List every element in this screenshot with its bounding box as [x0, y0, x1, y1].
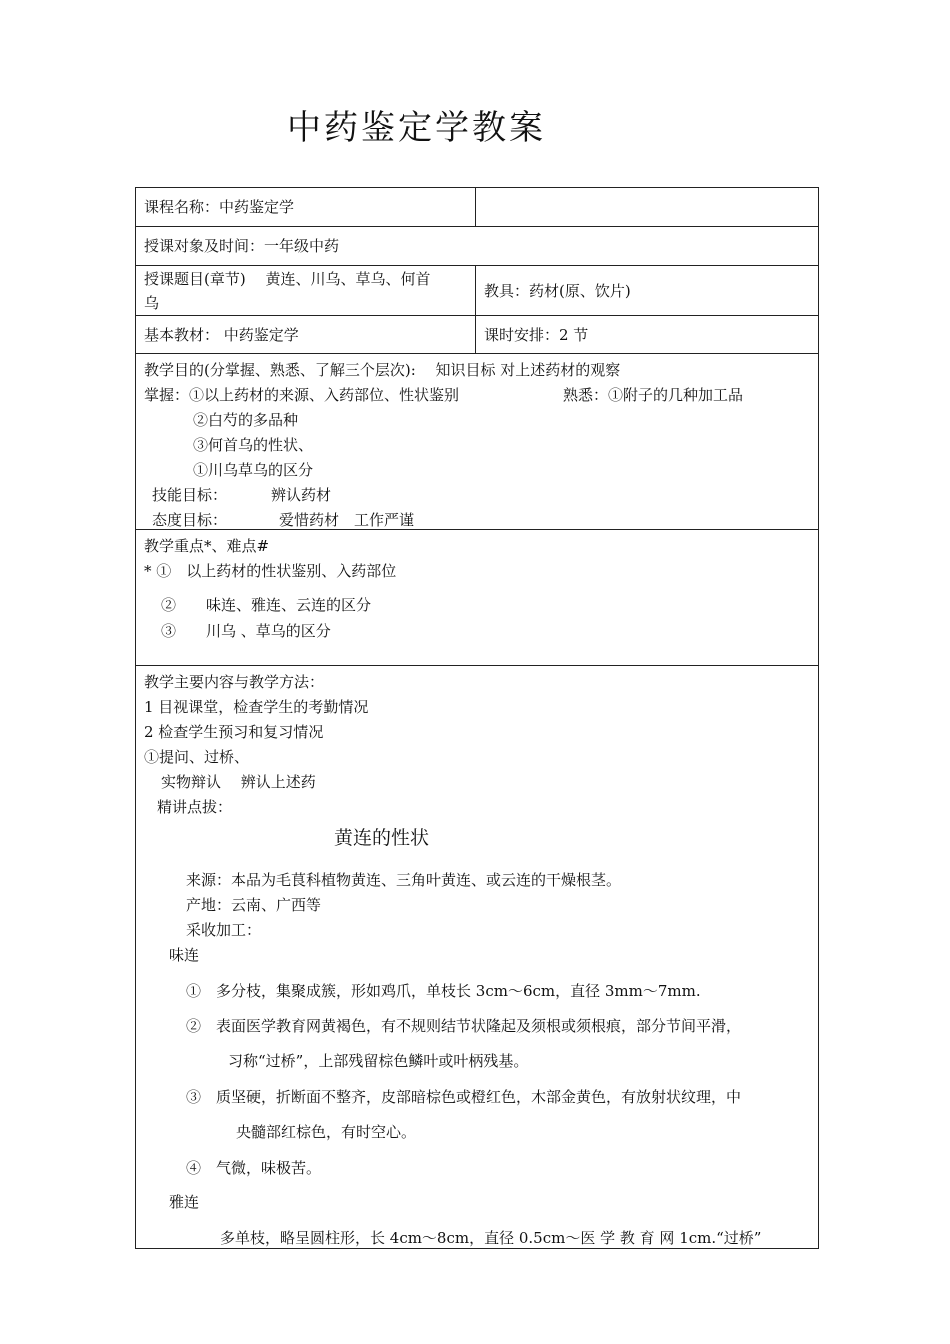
- harvest-line: 采收加工：: [186, 921, 262, 939]
- origin-line: 产地：云南、广西等: [186, 896, 322, 914]
- content-line-1: 1 目视课堂，检查学生的考勤情况: [144, 698, 369, 716]
- content-line-5: 精讲点拔：: [157, 798, 233, 816]
- skill-label: 技能目标：: [152, 486, 228, 504]
- goals-cell: [136, 354, 819, 530]
- course-name-cell: [136, 188, 476, 227]
- key-item-2: ② 味连、雅连、云连的区分: [161, 596, 372, 614]
- document-title: 中药鉴定学教案: [287, 108, 546, 148]
- yalian-item-1: 多单枝，略呈圆柱形，长 4cm～8cm，直径 0.5cm～医 学 教 育 网 1cm.“过桥”: [220, 1229, 762, 1247]
- class-hours: 课时安排：2 节: [484, 325, 589, 344]
- audience-cell: [136, 227, 819, 266]
- weilian-item-3: ③ 质坚硬，折断面不整齐，皮部暗棕色或橙红色，木部金黄色，有放射状纹理，中: [186, 1088, 742, 1106]
- content-line-2: 2 检查学生预习和复习情况: [144, 723, 324, 741]
- attitude-value: 爱惜药材 工作严谨: [279, 511, 415, 529]
- textbook-cell: [136, 316, 476, 354]
- course-name: 课程名称：中药鉴定学: [144, 198, 295, 216]
- key-points-cell: [136, 530, 819, 666]
- source-line: 来源：本品为毛茛科植物黄连、三角叶黄连、或云连的干燥根茎。: [186, 871, 622, 889]
- master-item-2: ②白芍的多品种: [193, 411, 299, 429]
- teaching-tools: 教具：药材(原、饮片): [484, 281, 631, 300]
- content-heading: 教学主要内容与教学方法：: [144, 673, 325, 691]
- topic-line-2: 乌: [144, 293, 160, 312]
- key-item-1: * ① 以上药材的性状鉴别、入药部位: [144, 562, 397, 580]
- lesson-plan-table: [135, 187, 819, 1249]
- yalian-heading: 雅连: [169, 1193, 200, 1211]
- hours-cell: [476, 316, 819, 354]
- master-item-3: ③何首乌的性状、: [193, 436, 314, 454]
- topic-line-1: 授课题目(章节) 黄连、川乌、草乌、何首: [144, 269, 431, 288]
- key-item-3: ③ 川乌 、草乌的区分: [161, 622, 331, 640]
- weilian-heading: 味连: [169, 946, 200, 964]
- section-subtitle: 黄连的性状: [334, 827, 430, 849]
- topic-cell: [136, 266, 476, 316]
- weilian-item-1: ① 多分枝，集聚成簇，形如鸡爪，单枝长 3cm～6cm，直径 3mm～7mm.: [186, 982, 701, 1000]
- goals-heading: 教学目的(分掌握、熟悉、了解三个层次): 知识目标 对上述药材的观察: [144, 361, 621, 379]
- textbook: 基本教材： 中药鉴定学: [144, 325, 299, 344]
- skill-value: 辨认药材: [271, 486, 332, 504]
- attitude-label: 态度目标：: [152, 511, 228, 529]
- main-content-cell: [136, 666, 819, 1249]
- weilian-item-4: ④ 气微，味极苦。: [186, 1159, 322, 1177]
- master-item-1: 掌握：①以上药材的来源、入药部位、性状鉴别: [144, 386, 460, 404]
- master-item-4: ①川乌草乌的区分: [193, 461, 314, 479]
- familiar-item: 熟悉：①附子的几种加工品: [563, 386, 744, 404]
- weilian-item-2: ② 表面医学教育网黄褐色，有不规则结节状隆起及须根或须根痕，部分节间平滑，: [186, 1017, 742, 1035]
- weilian-item-3-cont: 央髓部红棕色，有时空心。: [236, 1123, 417, 1141]
- key-heading: 教学重点*、难点#: [144, 537, 270, 555]
- empty-cell: [476, 188, 819, 227]
- content-line-3: ①提问、过桥、: [144, 748, 250, 766]
- weilian-item-2-cont: 习称“过桥”，上部残留棕色鳞叶或叶柄残基。: [228, 1052, 529, 1070]
- content-line-4: 实物辩认 辨认上述药: [161, 773, 316, 791]
- tools-cell: [476, 266, 819, 316]
- audience: 授课对象及时间：一年级中药: [144, 237, 340, 255]
